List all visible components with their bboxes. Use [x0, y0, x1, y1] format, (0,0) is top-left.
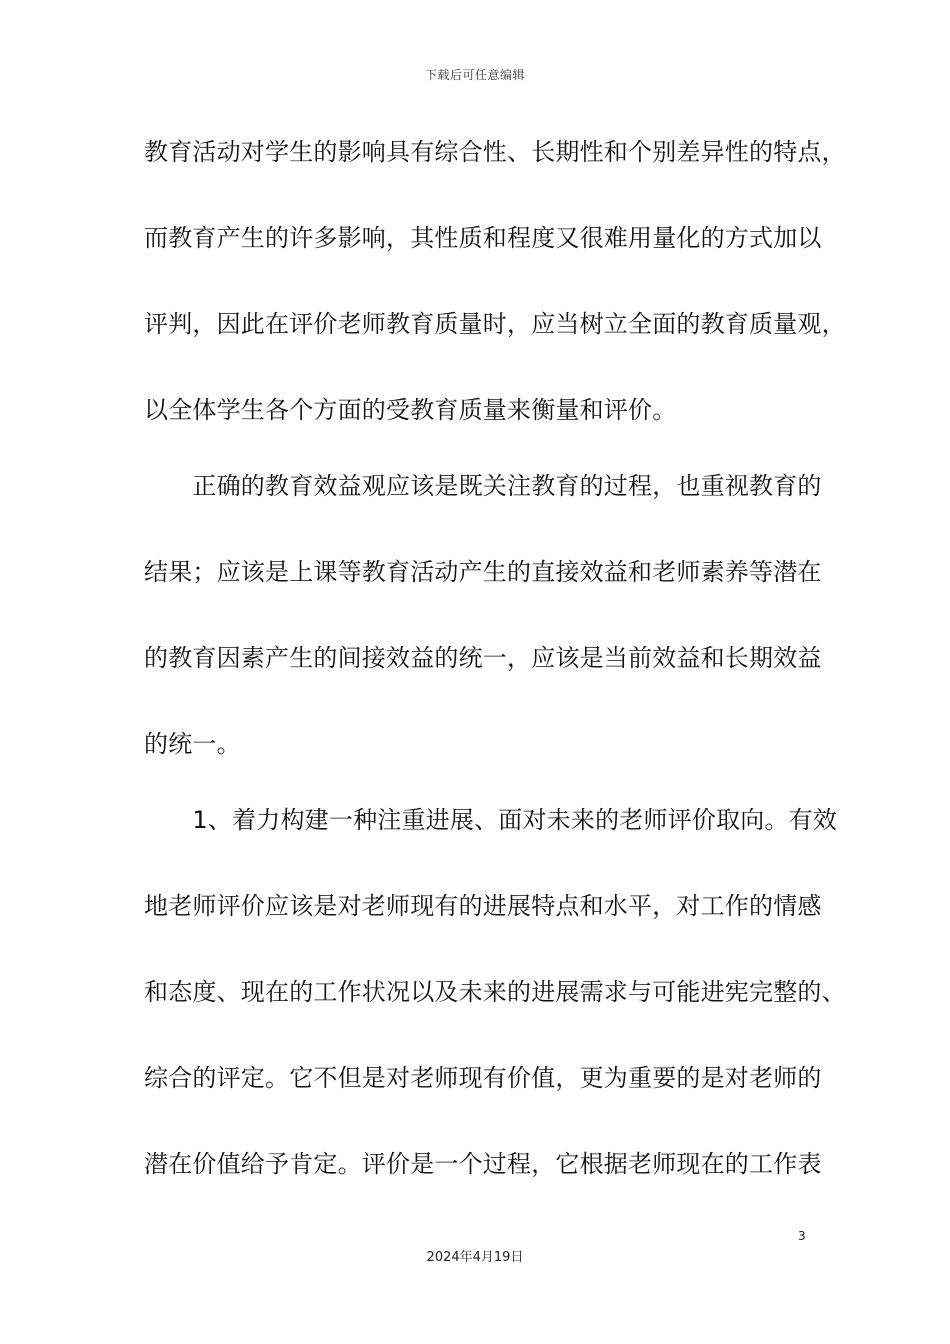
paragraph-line: 综合的评定。它不但是对老师现有价值，更为重要的是对老师的	[144, 1064, 822, 1092]
paragraph-line: 以全体学生各个方面的受教育质量来衡量和评价。	[144, 396, 677, 424]
paragraph-line: 教育活动对学生的影响具有综合性、长期性和个别差异性的特点，	[144, 138, 846, 166]
page-number: 3	[798, 1229, 806, 1243]
paragraph-line: 评判，因此在评价老师教育质量时，应当树立全面的教育质量观，	[144, 310, 846, 338]
footer-date: 2024年4月19日	[426, 1250, 524, 1265]
paragraph-line: 结果；应该是上课等教育活动产生的直接效益和老师素养等潜在	[144, 558, 822, 586]
page-header: 下载后可任意编辑	[424, 68, 525, 82]
paragraph-line: 的教育因素产生的间接效益的统一，应该是当前效益和长期效益	[144, 644, 822, 672]
paragraph-line: 潜在价值给予肯定。评价是一个过程，它根据老师现在的工作表	[144, 1150, 822, 1178]
paragraph-line: 地老师评价应该是对老师现有的进展特点和水平，对工作的情感	[144, 892, 822, 920]
paragraph-line: 的统一。	[144, 730, 241, 758]
paragraph-line: 和态度、现在的工作状况以及未来的进展需求与可能进宪完整的、	[144, 978, 846, 1006]
paragraph-line: 而教育产生的许多影响，其性质和程度又很难用量化的方式加以	[144, 224, 822, 252]
paragraph-line: 1、着力构建一种注重进展、面对未来的老师评价取向。有效	[144, 806, 838, 834]
paragraph-line: 正确的教育效益观应该是既关注教育的过程，也重视教育的	[144, 472, 822, 500]
